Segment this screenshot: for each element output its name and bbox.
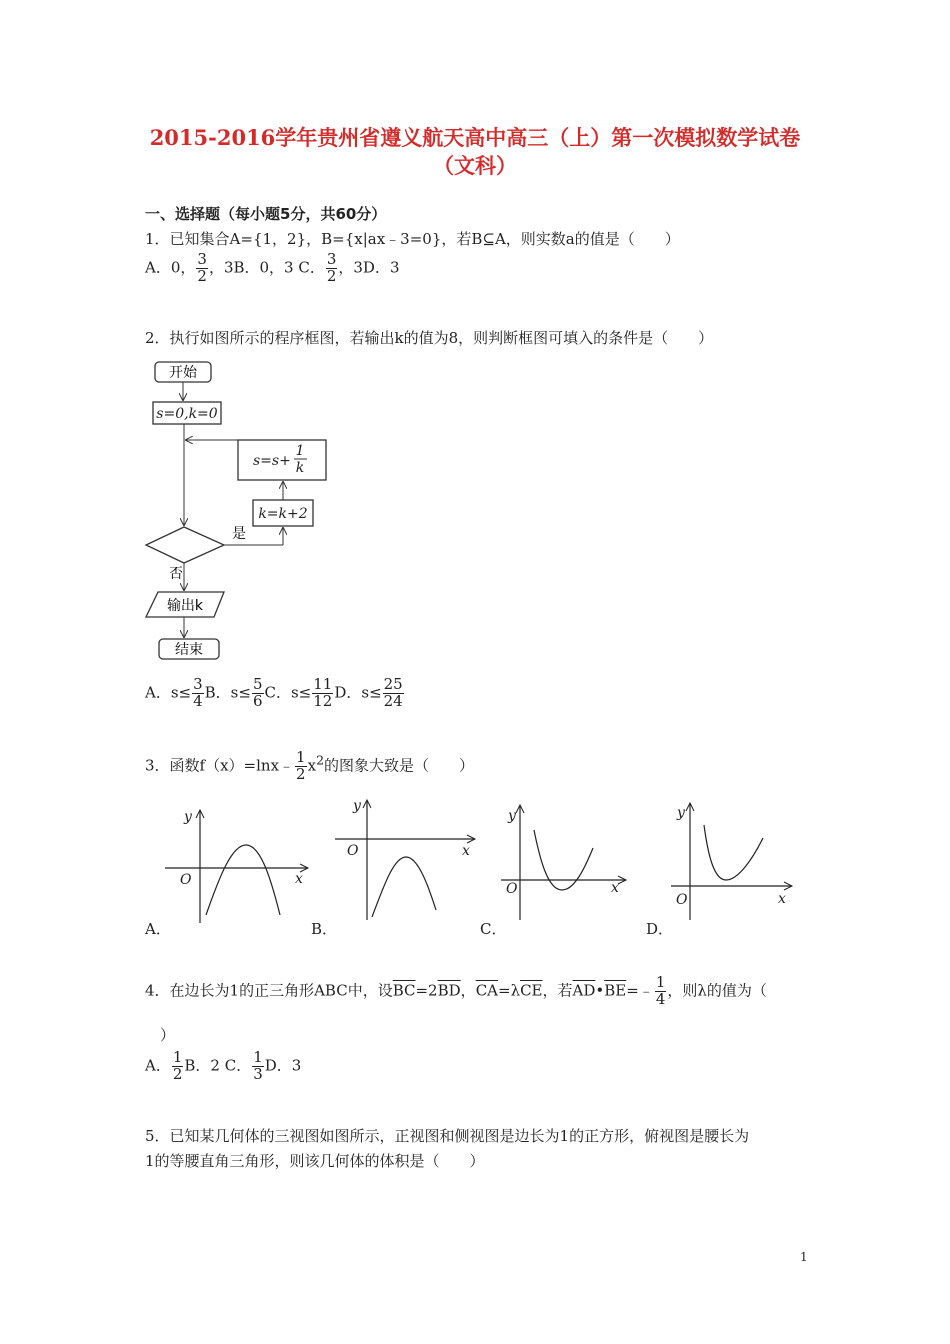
q2-frac-c (312, 677, 333, 710)
q4-vector-ca: $\overline{CA}$ (475, 981, 498, 1000)
q3-var: x (307, 756, 317, 775)
question-3-stem (145, 750, 474, 783)
question-1-stem: 1．已知集合A={1，2}，B={x|ax﹣3=0}，若B⊆A，则实数a的值是（ ） (145, 230, 680, 248)
flowchart (140, 355, 340, 665)
q2-c-den: 12 (313, 691, 333, 710)
q1-options-mid: ，3B．0，3 C． (208, 258, 325, 277)
q4-vector-bc: $\overline{BC}$ (392, 981, 416, 1000)
graph-c-x-label: x (611, 880, 619, 896)
question-1-options (145, 252, 400, 285)
q4-part3: ，则λ的值为（ (667, 981, 767, 1000)
graph-a (158, 805, 313, 930)
q4-frac-a (172, 1050, 184, 1083)
section-heading: 一、选择题（每小题5分，共60分） (145, 205, 387, 223)
graph-d-x-label: x (778, 891, 786, 907)
question-5-line1: 5．已知某几何体的三视图如图所示，正视图和侧视图是边长为1的正方形，俯视图是腰长为 (145, 1127, 750, 1145)
q2-option-b: B．s≤ (204, 683, 251, 702)
flow-output-label: 输出k (166, 598, 204, 614)
graph-b-curve (372, 857, 436, 917)
q4-vector-ce: $\overline{CE}$ (520, 981, 543, 1000)
graph-a-origin: O (180, 872, 192, 888)
q4-sep1: ， (460, 981, 476, 1000)
q4-a-num: 1 (172, 1048, 183, 1066)
q4-part1: 4．在边长为1的正三角形ABC中，设 (145, 981, 393, 1000)
q2-option-d: D．s≤ (334, 683, 382, 702)
q2-frac-d (383, 677, 404, 710)
q4-eq-lambda: =λ (498, 981, 521, 1000)
q1-option-a: A．0， (145, 258, 196, 277)
q2-frac-b (252, 677, 264, 710)
q1-frac2-den: 2 (326, 266, 337, 285)
graph-c-curve (534, 830, 593, 890)
question-4-close: ） (160, 1026, 176, 1044)
q1-frac2-num: 3 (326, 250, 337, 268)
graph-d-curve (704, 825, 763, 880)
q4-part2: ，若 (542, 981, 573, 1000)
q4-eq-neg: =﹣ (626, 981, 654, 1000)
q2-a-den: 4 (193, 691, 203, 710)
graph-d-label: D． (646, 920, 674, 938)
question-2-options (145, 677, 405, 710)
q4-c-num: 1 (253, 1048, 263, 1066)
page-title: 2015-2016学年贵州省遵义航天高中高三（上）第一次模拟数学试卷 (149, 125, 801, 150)
q2-a-num: 3 (193, 675, 203, 693)
graph-c-label: C． (480, 920, 507, 938)
q4-dot: • (595, 981, 605, 1000)
page-subtitle: （文科） (433, 153, 517, 178)
graph-d (668, 800, 798, 925)
q4-frac-num: 1 (655, 973, 666, 991)
graph-a-x-label: x (295, 871, 303, 887)
q4-frac-den: 4 (655, 989, 666, 1008)
q4-option-a: A． (145, 1056, 171, 1075)
flow-decision-diamond (146, 527, 224, 563)
q3-exponent: 2 (316, 752, 325, 768)
graph-d-y-label: y (677, 805, 685, 821)
q2-frac-a (192, 677, 204, 710)
q4-fraction (655, 975, 667, 1008)
flow-no-label: 否 (169, 566, 183, 582)
flow-end-label: 结束 (175, 642, 203, 658)
q4-option-d: D．3 (264, 1056, 302, 1075)
page-number: 1 (800, 1250, 808, 1264)
graph-c-y-label: y (508, 808, 516, 824)
graph-b-y-label: y (353, 798, 361, 814)
q4-vector-be: $\overline{BE}$ (604, 981, 627, 1000)
graph-b-origin: O (347, 843, 359, 859)
q2-option-a: A．s≤ (145, 683, 192, 702)
q3-frac-den: 2 (296, 764, 306, 783)
graph-b-label: B． (311, 920, 338, 938)
q4-c-den: 3 (253, 1064, 263, 1083)
q4-vector-bd: $\overline{BD}$ (437, 981, 461, 1000)
q1-options-tail: ，3D．3 (338, 258, 400, 277)
flow-update-s-den: k (295, 460, 305, 476)
flow-start-label: 开始 (169, 365, 197, 381)
graph-a-y-label: y (184, 809, 192, 825)
flow-init-label: s=0,k=0 (156, 406, 218, 422)
graph-d-origin: O (676, 892, 688, 908)
flow-update-s-num: 1 (295, 443, 305, 459)
q3-prefix: 3．函数f（x）=lnx﹣ (145, 756, 295, 775)
flow-update-k-label: k=k+2 (258, 506, 308, 522)
q4-vector-ad: $\overline{AD}$ (572, 981, 596, 1000)
graph-a-curve (206, 845, 280, 915)
q1-fraction-1 (196, 252, 208, 285)
graph-a-label: A． (145, 920, 171, 938)
q3-fraction (295, 750, 307, 783)
q4-option-bc: B．2 C． (184, 1056, 252, 1075)
q2-d-den: 24 (383, 691, 403, 710)
graph-b (330, 795, 480, 925)
q4-frac-c (252, 1050, 264, 1083)
q1-frac1-num: 3 (197, 250, 207, 268)
q1-fraction-2 (326, 252, 338, 285)
flow-yes-label: 是 (232, 526, 246, 542)
graph-c (498, 800, 633, 925)
q2-c-num: 11 (313, 675, 333, 693)
q2-b-den: 6 (252, 691, 263, 710)
q3-suffix: 的图象大致是（ ） (324, 756, 475, 775)
flow-update-s-prefix: s=s+ (253, 453, 291, 469)
graph-b-x-label: x (462, 843, 470, 859)
q4-a-den: 2 (172, 1064, 183, 1083)
question-4-options (145, 1050, 301, 1083)
q2-b-num: 5 (252, 675, 263, 693)
question-5-line2: 1的等腰直角三角形，则该几何体的体积是（ ） (145, 1152, 485, 1170)
q1-frac1-den: 2 (197, 266, 207, 285)
q3-frac-num: 1 (296, 748, 306, 766)
q2-d-num: 25 (383, 675, 403, 693)
graph-c-origin: O (506, 881, 518, 897)
question-4-stem (145, 975, 767, 1008)
q2-option-c: C．s≤ (264, 683, 312, 702)
q4-eq2: =2 (415, 981, 438, 1000)
question-2-stem: 2．执行如图所示的程序框图，若输出k的值为8，则判断框图可填入的条件是（ ） (145, 329, 714, 347)
